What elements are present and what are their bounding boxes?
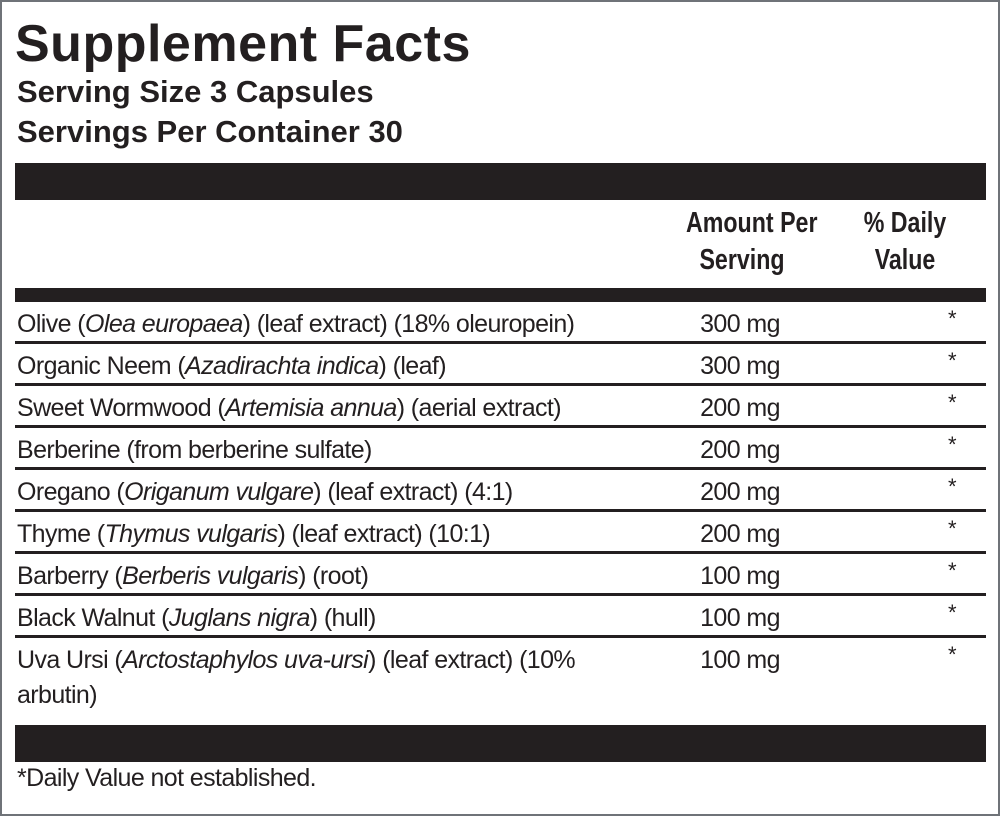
ingredient-name [17, 475, 637, 510]
ingredient-row [15, 470, 986, 512]
ingredient-detail: ) (hull) [309, 604, 376, 632]
dv-header-line1: % Daily [863, 207, 947, 239]
ingredient-daily-value: * [948, 642, 957, 667]
ingredient-row [15, 554, 986, 596]
footer-bar [15, 725, 986, 762]
amount-header-line2: Serving [699, 244, 785, 276]
ingredient-daily-value: * [948, 516, 957, 541]
ingredient-latin-name: Olea europaea [85, 310, 243, 338]
ingredient-amount: 100 mg [700, 646, 780, 674]
ingredient-common-name: Black Walnut ( [17, 604, 169, 632]
ingredient-row [15, 596, 986, 638]
ingredient-daily-value: * [948, 348, 957, 373]
ingredient-amount: 200 mg [700, 394, 780, 422]
daily-value-header [861, 205, 949, 279]
ingredient-detail: ) (aerial extract) [396, 394, 561, 422]
ingredient-daily-value: * [948, 390, 957, 415]
servings-per-container: Servings Per Container 30 [17, 114, 403, 149]
header-divider [15, 288, 986, 302]
ingredient-amount: 200 mg [700, 478, 780, 506]
ingredient-name [17, 559, 637, 594]
ingredient-amount: 300 mg [700, 310, 780, 338]
ingredient-common-name: Barberry ( [17, 562, 123, 590]
ingredient-latin-name: Juglans nigra [168, 604, 310, 632]
ingredient-row [15, 302, 986, 344]
ingredient-name [17, 433, 637, 468]
ingredient-daily-value: * [948, 558, 957, 583]
ingredient-name [17, 349, 637, 384]
ingredient-detail: ) (leaf extract) (10:1) [277, 520, 491, 548]
ingredient-common-name: Berberine (from berberine sulfate) [17, 436, 372, 464]
ingredient-detail: ) (leaf) [378, 352, 446, 380]
label-title: Supplement Facts [15, 15, 471, 73]
ingredient-amount: 200 mg [700, 436, 780, 464]
ingredient-row [15, 344, 986, 386]
ingredient-name [17, 307, 637, 342]
serving-size: Serving Size 3 Capsules [17, 74, 374, 109]
ingredient-latin-name: Azadirachta indica [185, 352, 379, 380]
dv-header-line2: Value [874, 244, 936, 276]
ingredient-detail: ) (root) [298, 562, 369, 590]
ingredient-daily-value: * [948, 306, 957, 331]
ingredient-detail: ) (leaf extract) (18% oleuropein) [242, 310, 575, 338]
ingredient-latin-name: Arctostaphylos uva-ursi [122, 646, 369, 674]
ingredient-name [17, 601, 637, 636]
ingredient-name [17, 391, 637, 426]
ingredient-row [15, 428, 986, 470]
ingredient-row [15, 512, 986, 554]
ingredient-amount: 100 mg [700, 604, 780, 632]
ingredient-detail: ) (leaf extract) (4:1) [313, 478, 513, 506]
ingredient-row [15, 386, 986, 428]
ingredient-amount: 200 mg [700, 520, 780, 548]
amount-header-line1: Amount Per [686, 207, 818, 239]
ingredient-amount: 300 mg [700, 352, 780, 380]
ingredient-common-name: Sweet Wormwood ( [17, 394, 226, 422]
ingredient-name [17, 643, 637, 713]
ingredient-daily-value: * [948, 600, 957, 625]
ingredient-common-name: Uva Ursi ( [17, 646, 123, 674]
ingredient-common-name: Organic Neem ( [17, 352, 186, 380]
amount-header [686, 205, 818, 279]
ingredient-daily-value: * [948, 474, 957, 499]
ingredient-common-name: Thyme ( [17, 520, 105, 548]
ingredient-latin-name: Berberis vulgaris [122, 562, 299, 590]
footnote: *Daily Value not established. [17, 764, 316, 792]
ingredient-daily-value: * [948, 432, 957, 457]
ingredient-name [17, 517, 637, 552]
header-bar [15, 163, 986, 200]
ingredient-latin-name: Origanum vulgare [124, 478, 314, 506]
ingredient-detail: ) (leaf extract) (10% arbutin) [17, 646, 576, 709]
ingredient-latin-name: Thymus vulgaris [104, 520, 278, 548]
ingredient-latin-name: Artemisia annua [225, 394, 397, 422]
ingredient-common-name: Olive ( [17, 310, 86, 338]
ingredient-row [15, 638, 986, 722]
ingredient-amount: 100 mg [700, 562, 780, 590]
ingredient-common-name: Oregano ( [17, 478, 125, 506]
